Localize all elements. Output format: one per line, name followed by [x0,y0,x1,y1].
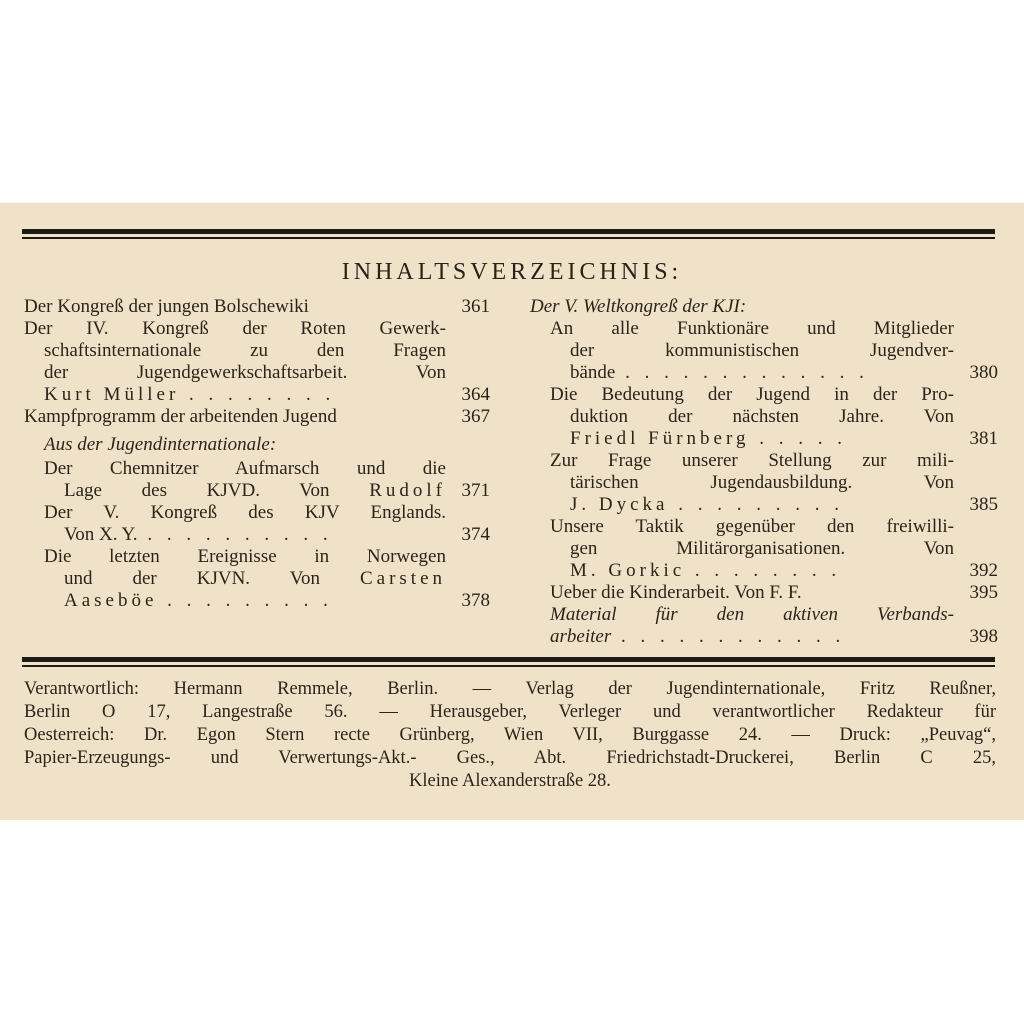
entry-title-line: gen Militärorganisationen. Von [570,538,954,559]
entry-title-line: schaftsinternationale zu den Fragen [44,340,446,361]
toc-entry [24,296,490,318]
toc-entry: Die letzten Ereignisse in Norwegen und der KJVN. Von Carsten Aaseböe . . . . . . . . . 378 [44,546,490,611]
entry-author: Rudolf [369,480,446,501]
bottom-double-rule [22,657,995,667]
entry-title-line: und der KJVN. Von [64,568,320,589]
page-number: 381 [969,428,998,449]
entry-title-line: Die Bedeutung der Jugend in der Pro- [550,384,954,405]
rule-thick [22,229,995,234]
rule-thick [22,657,995,662]
entry-title-line: arbeiter [550,626,612,647]
entry-title-line: An alle Funktionäre und Mitglieder [550,318,954,339]
entry-title-line: Der IV. Kongreß der Roten Gewerk- [24,318,446,339]
entry-author: M. Gorkic [570,560,686,581]
entry-author: Carsten [359,568,447,589]
entry-title-line: bände [570,362,616,383]
toc-entry [24,458,490,502]
entry-title-line: Ueber die Kinderarbeit. Von F. F. [550,582,802,603]
entry-author: Aaseböe [64,590,158,611]
entry-title-line: tärischen Jugendausbildung. Von [570,472,954,493]
entry-title-line: Der Kongreß der jungen Bolschewiki [24,296,309,317]
entry-title-line: Von X. Y. [64,524,138,545]
page-number: 398 [969,626,998,647]
entry-title-line: Lage des KJVD. Von [64,480,330,501]
imprint [24,678,996,793]
rule-thin [22,665,995,667]
entry-title-line: der Jugendgewerkschaftsarbeit. Von [44,362,446,383]
entry-title-line: der kommunistischen Jugendver- [570,340,954,361]
page-number: 371 [461,480,490,501]
page-number: 374 [461,524,490,545]
page-number: 367 [461,406,490,427]
toc-title: INHALTSVERZEICHNIS: [341,259,683,285]
page-number: 395 [969,582,998,603]
imprint-line: Verantwortlich: Hermann Remmele, Berlin. — Verlag der Jugendinternationale, Fritz Reußner, [24,679,996,699]
toc-entry: Zur Frage unserer Stellung zur mili- tärischen Jugendausbildung. Von J. Dycka . . . . . . . . . 385 [550,450,998,515]
entry-title-line: Der Chemnitzer Aufmarsch und die [44,458,446,479]
toc-entry: Die Bedeutung der Jugend in der Pro- duktion der nächsten Jahre. Von Friedl Fürnberg . . . . . 381 [550,384,998,449]
toc-entry: Unsere Taktik gegenüber den freiwilli- gen Militärorganisationen. Von M. Gorkic . . . . . . . . 392 [550,516,998,581]
rule-thin [22,237,995,239]
page-number: 392 [969,560,998,581]
toc-entry [24,406,490,428]
toc-entry: An alle Funktionäre und Mitglieder der kommunistischen Jugendver- bände . . . . . . . . . . . . . 380 [550,318,998,383]
page-number: 380 [969,362,998,383]
toc-left-column [24,296,490,612]
page-number: 364 [461,384,490,405]
imprint-line: Papier-Erzeugungs- und Verwertungs-Akt.- Ges., Abt. Friedrichstadt-Druckerei, Berlin C 25, [24,748,996,768]
toc-entry: Der V. Kongreß des KJV Englands. Von X. Y. . . . . . . . . . . 374 [44,502,490,545]
toc-entry: Der IV. Kongreß der Roten Gewerk- schaftsinternationale zu den Fragen der Jugendgewerkschaftsarbeit. Von Kurt Müller . . . . . . . . 364 [24,318,490,405]
imprint-line: Oesterreich: Dr. Egon Stern recte Grünberg, Wien VII, Burggasse 24. — Druck: „Peuvag“, [24,725,996,745]
entry-title-line: Kampfprogramm der arbeitenden Jugend [24,406,337,427]
toc-entry [530,582,998,604]
entry-title-line: Unsere Taktik gegenüber den freiwilli- [550,516,954,537]
entry-author: Kurt Müller [44,384,180,405]
toc-entry: Material für den aktiven Verbands- arbeiter . . . . . . . . . . . . 398 [530,604,998,648]
entry-author: J. Dycka [570,494,669,515]
toc-right-column [530,296,998,648]
page-number: 385 [969,494,998,515]
page-number: 378 [461,590,490,611]
entry-title-line: duktion der nächsten Jahre. Von [570,406,954,427]
section-heading: Aus der Jugendinternationale: [44,434,277,455]
section-heading: Der V. Weltkongreß der KJI: [530,296,747,317]
page-number: 361 [461,296,490,317]
entry-title-line: Die letzten Ereignisse in Norwegen [44,546,446,567]
entry-title-line: Zur Frage unserer Stellung zur mili- [550,450,954,471]
entry-title-line: Material für den aktiven Verbands- [550,604,954,625]
entry-author: Friedl Fürnberg [570,428,750,449]
imprint-line: Berlin O 17, Langestraße 56. — Herausgeber, Verleger und verantwortlicher Redakteur für [24,702,996,722]
top-double-rule [22,229,995,239]
entry-title-line: Der V. Kongreß des KJV Englands. [44,502,446,523]
imprint-line: Kleine Alexanderstraße 28. [409,771,611,791]
